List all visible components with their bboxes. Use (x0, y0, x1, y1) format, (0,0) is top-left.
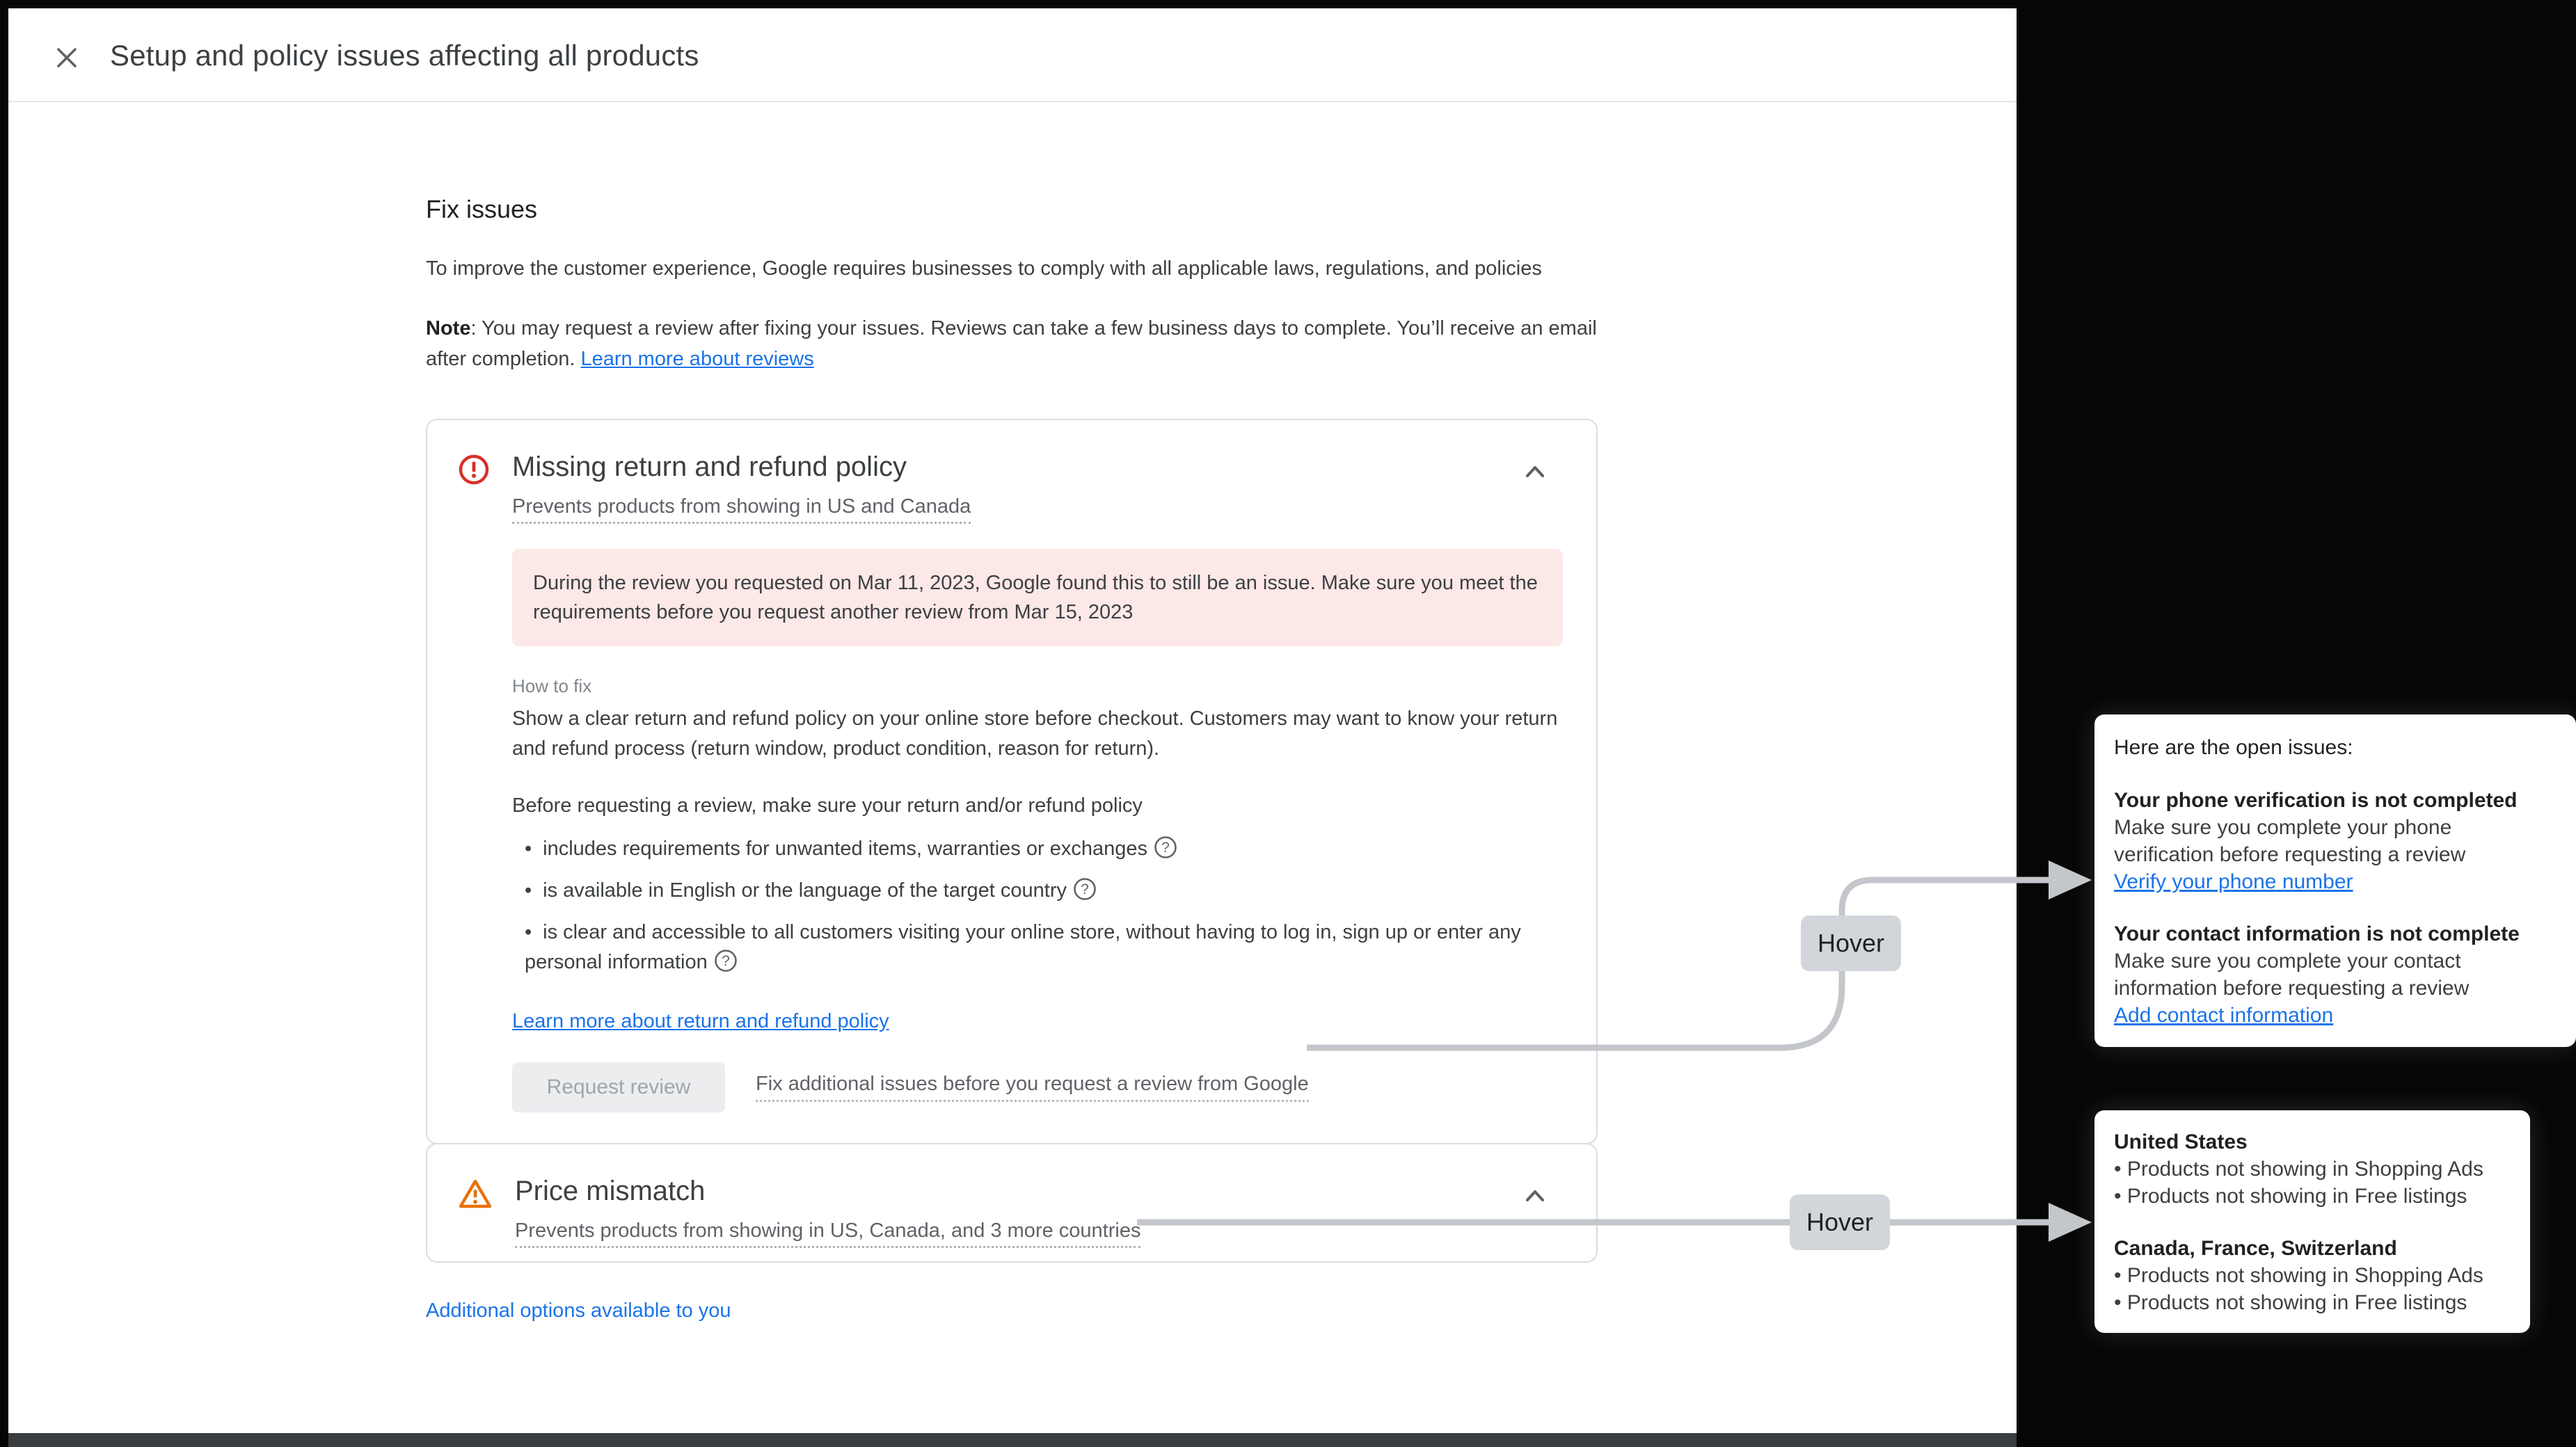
issue-card-price-mismatch (426, 1143, 1598, 1263)
error-circle-icon (458, 454, 490, 489)
issue-subtitle-tooltip-trigger[interactable]: Prevents products from showing in US, Canada, and 3 more countries (515, 1220, 1140, 1248)
tooltip-issue-heading: Your phone verification is not completed (2114, 789, 2518, 812)
phone-verification-tooltip (2094, 714, 2576, 1047)
tooltip-intro: Here are the open issues: (2114, 736, 2353, 759)
request-review-disabled-note-tooltip-trigger[interactable]: Fix additional issues before you request a review from Google (756, 1073, 1309, 1102)
footer-bar (8, 1433, 2017, 1447)
verify-phone-number-link[interactable]: Verify your phone number (2114, 870, 2353, 893)
setup-policy-issues-dialog (8, 8, 2017, 1433)
note-text: : You may request a review after fixing your issues. Reviews can take a few business days to complete. You’ll receive an email after completion. (426, 317, 1597, 370)
dialog-title: Setup and policy issues affecting all products (110, 38, 699, 72)
intro-paragraph: To improve the customer experience, Google requires businesses to comply with all applicable laws, regulations, and policies (426, 257, 1542, 280)
svg-text:?: ? (721, 953, 730, 969)
country-group-heading: Canada, France, Switzerland (2114, 1237, 2397, 1260)
country-impact-item: • Products not showing in Shopping Ads (2114, 1156, 2511, 1183)
collapse-button[interactable] (1517, 1179, 1553, 1215)
hover-annotation-label: Hover (1790, 1194, 1890, 1250)
checklist-item (525, 876, 1563, 911)
dialog-header (8, 8, 2017, 102)
collapse-button[interactable] (1517, 455, 1553, 491)
how-to-fix-label: How to fix (512, 675, 592, 696)
policy-checklist (525, 834, 1563, 982)
tooltip-issue-body: Make sure you complete your phone verification before requesting a review (2114, 816, 2466, 866)
country-impact-item: • Products not showing in Free listings (2114, 1183, 2511, 1210)
help-circle-icon[interactable] (713, 948, 738, 982)
issue-subtitle-tooltip-trigger[interactable]: Prevents products from showing in US and Canada (512, 495, 971, 524)
request-review-row (512, 1062, 1563, 1112)
how-to-fix-body: Show a clear return and refund policy on your online store before checkout. Customers may want to know your return and refund process (return window, product condition, reason for return). (512, 707, 1558, 760)
checklist-item-text: includes requirements for unwanted items, warranties or exchanges (543, 838, 1147, 860)
tooltip-issue-heading: Your contact information is not complete (2114, 922, 2520, 945)
checklist-item (525, 918, 1563, 982)
country-impact-item: • Products not showing in Shopping Ads (2114, 1262, 2511, 1289)
svg-text:?: ? (1161, 840, 1170, 856)
warning-triangle-icon (458, 1178, 493, 1213)
note-label: Note (426, 317, 471, 339)
chevron-up-icon (1518, 481, 1552, 491)
country-group (2114, 1128, 2511, 1210)
issue-title: Price mismatch (515, 1176, 706, 1206)
checklist-item-text: is available in English or the language of the target country (543, 879, 1067, 902)
chevron-up-icon (1518, 1205, 1552, 1215)
affected-countries-tooltip (2094, 1110, 2530, 1333)
issue-card-return-policy (426, 419, 1598, 1144)
tooltip-issue-body: Make sure you complete your contact information before requesting a review (2114, 950, 2470, 1000)
fix-issues-heading: Fix issues (426, 195, 538, 223)
close-icon (51, 65, 82, 75)
issue-card-header (427, 420, 1596, 524)
country-group (2114, 1235, 2511, 1316)
svg-text:?: ? (1081, 881, 1089, 897)
country-group-heading: United States (2114, 1130, 2248, 1153)
issue-card-header (427, 1144, 1596, 1248)
close-button[interactable] (47, 39, 86, 78)
additional-options-link[interactable]: Additional options available to you (426, 1300, 731, 1322)
learn-more-about-reviews-link[interactable]: Learn more about reviews (580, 348, 814, 370)
issue-title: Missing return and refund policy (512, 451, 907, 482)
learn-more-return-refund-link[interactable]: Learn more about return and refund policy (512, 1010, 889, 1032)
add-contact-information-link[interactable]: Add contact information (2114, 1004, 2334, 1027)
review-alert-banner: During the review you requested on Mar 11, 2023, Google found this to still be an issue. Make sure you meet the requirements before you request another review from Mar 15, 2023 (512, 549, 1563, 646)
request-review-button[interactable]: Request review (512, 1062, 725, 1112)
checklist-item-text: is clear and accessible to all customers visiting your online store, without having to log in, sign up or enter any personal information (525, 921, 1521, 973)
hover-annotation-label: Hover (1801, 916, 1901, 971)
checklist-intro: Before requesting a review, make sure your return and/or refund policy (512, 794, 1143, 817)
country-impact-item: • Products not showing in Free listings (2114, 1289, 2511, 1316)
note-paragraph (426, 313, 1609, 374)
help-circle-icon[interactable] (1072, 877, 1097, 911)
checklist-item (525, 834, 1563, 869)
help-circle-icon[interactable] (1153, 835, 1178, 869)
